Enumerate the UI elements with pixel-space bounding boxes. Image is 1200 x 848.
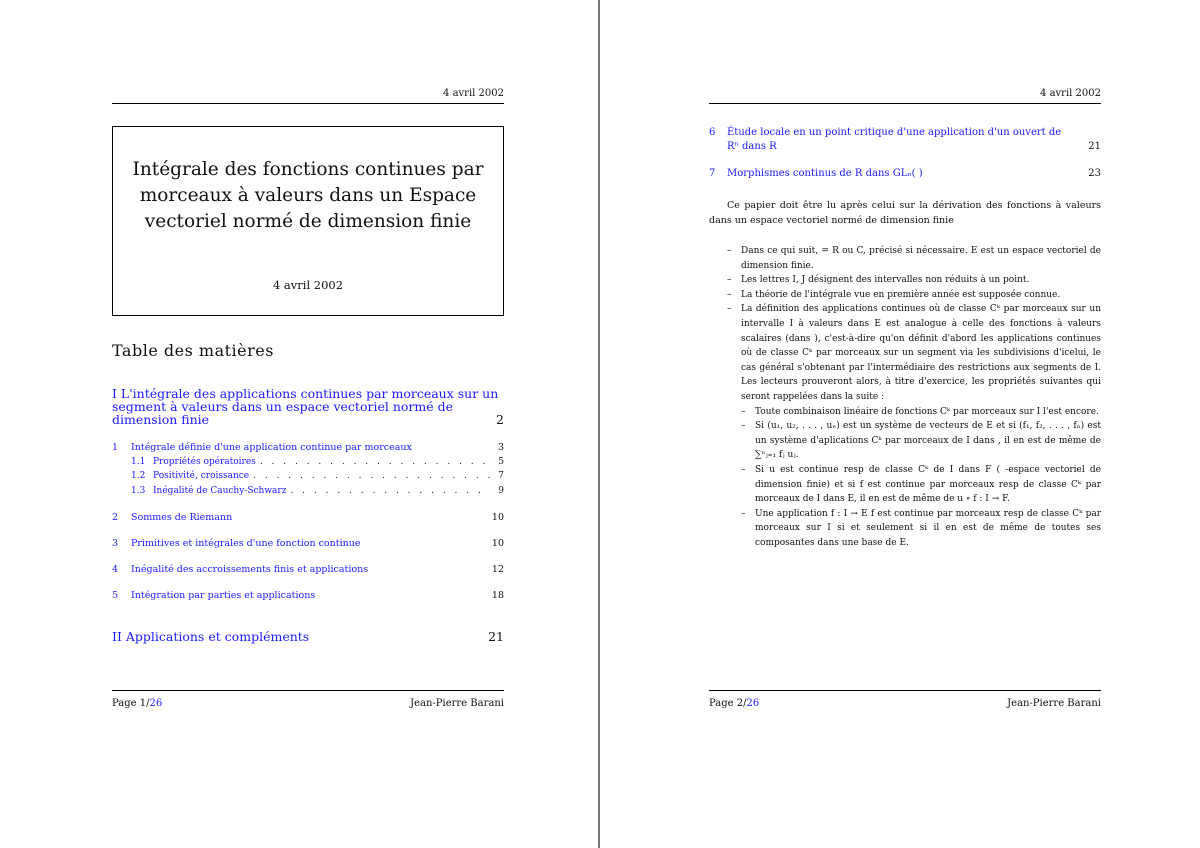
toc-subentry-label[interactable]: Inégalité de Cauchy-Schwarz (153, 486, 287, 496)
toc-entry-number: 7 (709, 168, 716, 179)
toc-subentry-number: 1.1 (131, 457, 146, 467)
footer-author: Jean-Pierre Barani (1007, 698, 1101, 709)
toc-entry-label[interactable]: Morphismes continus de R dans GLₙ( ) (727, 168, 923, 179)
document-page-2 (709, 0, 1101, 848)
toc-subentry-number: 1.3 (131, 486, 146, 496)
footer-page-prefix: Page 2/ (709, 698, 747, 709)
footer-page-total-link[interactable]: 26 (746, 698, 760, 709)
toc-entry-page: 12 (491, 564, 504, 575)
toc-part-1-page: 2 (496, 412, 504, 427)
toc-entry[interactable] (112, 564, 504, 575)
properties-sublist (741, 405, 1101, 551)
title-box (112, 126, 504, 316)
toc-subentry[interactable] (131, 486, 504, 496)
header-date: 4 avril 2002 (443, 88, 504, 99)
footer-author: Jean-Pierre Barani (410, 698, 504, 709)
toc-entry-page: 10 (491, 512, 504, 523)
toc-entry-number: 6 (709, 127, 716, 138)
toc-part-2-label[interactable]: II Applications et compléments (112, 629, 310, 644)
toc-subentry-page: 9 (498, 486, 504, 496)
toc-entry-page: 21 (1088, 141, 1101, 152)
toc-entry-number: 4 (112, 564, 119, 575)
toc-entry[interactable] (112, 442, 504, 453)
sublist-item: – Si (u₁, u₂, . . . , uₙ) est un système de vecteurs de E et si (f₁, f₂, . . . , fₙ) est un système d'aplications Cᵏ par morceaux de I dans , il en est de même de ∑ⁿⱼ₌₁ fⱼ uⱼ. (741, 419, 1101, 463)
footer-page-total-link[interactable]: 26 (149, 698, 163, 709)
footer-page-number (709, 698, 759, 709)
list-item-text: La définition des applications continues où de classe Cᵏ par morceaux sur un intervalle I à valeurs dans E est analogue à celle des fonctions à valeurs scalaires (dans ), c'est-à-dire qu'on définit d'abord les applications continues où de classe Cᵏ par morceaux sur un segment via les subdivisions d'icelui, le cas général s'obtenant par l'intermédiaire des restrictions aux segments de I. Les lecteurs prouveront alors, à titre d'exercice, les propriétés suivantes qui seront rappelées dans la suite : (741, 304, 1101, 402)
footer-page-prefix: Page 1/ (112, 698, 150, 709)
list-item: – Les lettres I, J désignent des intervalles non réduits à un point. (727, 273, 1101, 288)
toc-entry-number: 1 (112, 442, 119, 453)
toc-entry[interactable] (709, 167, 1101, 181)
toc-entry-number: 3 (112, 538, 119, 549)
sublist-item: – Toute combinaison linéaire de fonctions Cᵏ par morceaux sur I l'est encore. (741, 405, 1101, 420)
list-item: – La théorie de l'intégrale vue en première année est supposée connue. (727, 288, 1101, 303)
toc-part-1-label[interactable]: I L'intégrale des applications continues par morceaux sur un segment à valeurs dans un espace vectoriel normé de dimension finie (112, 386, 499, 427)
toc-entry-page: 18 (491, 590, 504, 601)
footer-page-number (112, 698, 162, 709)
toc-heading: Table des matières (112, 341, 274, 360)
header-rule (112, 103, 504, 104)
toc-subentry-page: 5 (498, 457, 504, 467)
footer-rule (112, 690, 504, 691)
toc-entry-number: 5 (112, 590, 119, 601)
toc-subentry[interactable] (131, 457, 504, 467)
assumptions-list (727, 244, 1101, 550)
toc-entry-page: 23 (1088, 168, 1101, 179)
toc-leader-dots (260, 457, 490, 467)
toc-leader-dots (253, 471, 490, 481)
toc-part-2-page: 21 (488, 629, 504, 644)
toc-subentry-label[interactable]: Propriétés opératoires (153, 457, 256, 467)
header-rule (709, 103, 1101, 104)
toc-leader-dots (290, 486, 490, 496)
intro-paragraph: Ce papier doit être lu après celui sur la dérivation des fonctions à valeurs dans un espace vectoriel normé de dimension finie (709, 200, 1101, 226)
document-page-1 (112, 0, 504, 848)
toc-entry-label[interactable]: Inégalité des accroissements finis et applications (131, 564, 369, 575)
toc-subentry[interactable] (131, 471, 504, 481)
sublist-item: – Une application f : I → E f est continue par morceaux resp de classe Cᵏ par morceaux sur I si et seulement si il en est de même de toutes ses composantes dans une base de E. (741, 507, 1101, 551)
toc-entry-label[interactable]: Intégration par parties et applications (131, 590, 316, 601)
toc-entry-label[interactable]: Intégrale définie d'une application continue par morceaux (131, 442, 412, 453)
toc-entry-page: 3 (497, 442, 504, 453)
footer-rule (709, 690, 1101, 691)
toc-entry[interactable] (709, 126, 1101, 154)
toc-subentry-number: 1.2 (131, 471, 146, 481)
toc-part-2[interactable] (112, 630, 504, 643)
document-title: Intégrale des fonctions continues par morceaux à valeurs dans un Espace vectoriel normé de dimension finie (132, 159, 484, 232)
list-item: – Dans ce qui suit, = R ou C, précisé si nécessaire. E est un espace vectoriel de dimension finie. (727, 244, 1101, 273)
toc-entry-label[interactable]: Sommes de Riemann (131, 512, 233, 523)
toc-subentry-label[interactable]: Positivité, croissance (153, 471, 250, 481)
toc-subentry-page: 7 (498, 471, 504, 481)
toc-part-1[interactable] (112, 387, 504, 426)
title-date: 4 avril 2002 (272, 278, 344, 292)
header-date: 4 avril 2002 (1040, 88, 1101, 99)
toc-entry-label[interactable]: Étude locale en un point critique d'une application d'un ouvert de Rⁿ dans R (727, 127, 1062, 152)
toc-entry[interactable] (112, 512, 504, 523)
list-item-with-sublist (727, 302, 1101, 550)
toc-entry-number: 2 (112, 512, 119, 523)
toc-entry-page: 10 (491, 538, 504, 549)
toc-entry[interactable] (112, 590, 504, 601)
page-divider (598, 0, 600, 848)
toc-entry-label[interactable]: Primitives et intégrales d'une fonction continue (131, 538, 361, 549)
sublist-item: – Si u est continue resp de classe Cᵏ de I dans F ( -espace vectoriel de dimension finie) et si f est continue par morceaux resp de classe Cᵏ par morceaux de I dans E, il en est de même de u ∘ f : I → F. (741, 463, 1101, 507)
toc-entry[interactable] (112, 538, 504, 549)
